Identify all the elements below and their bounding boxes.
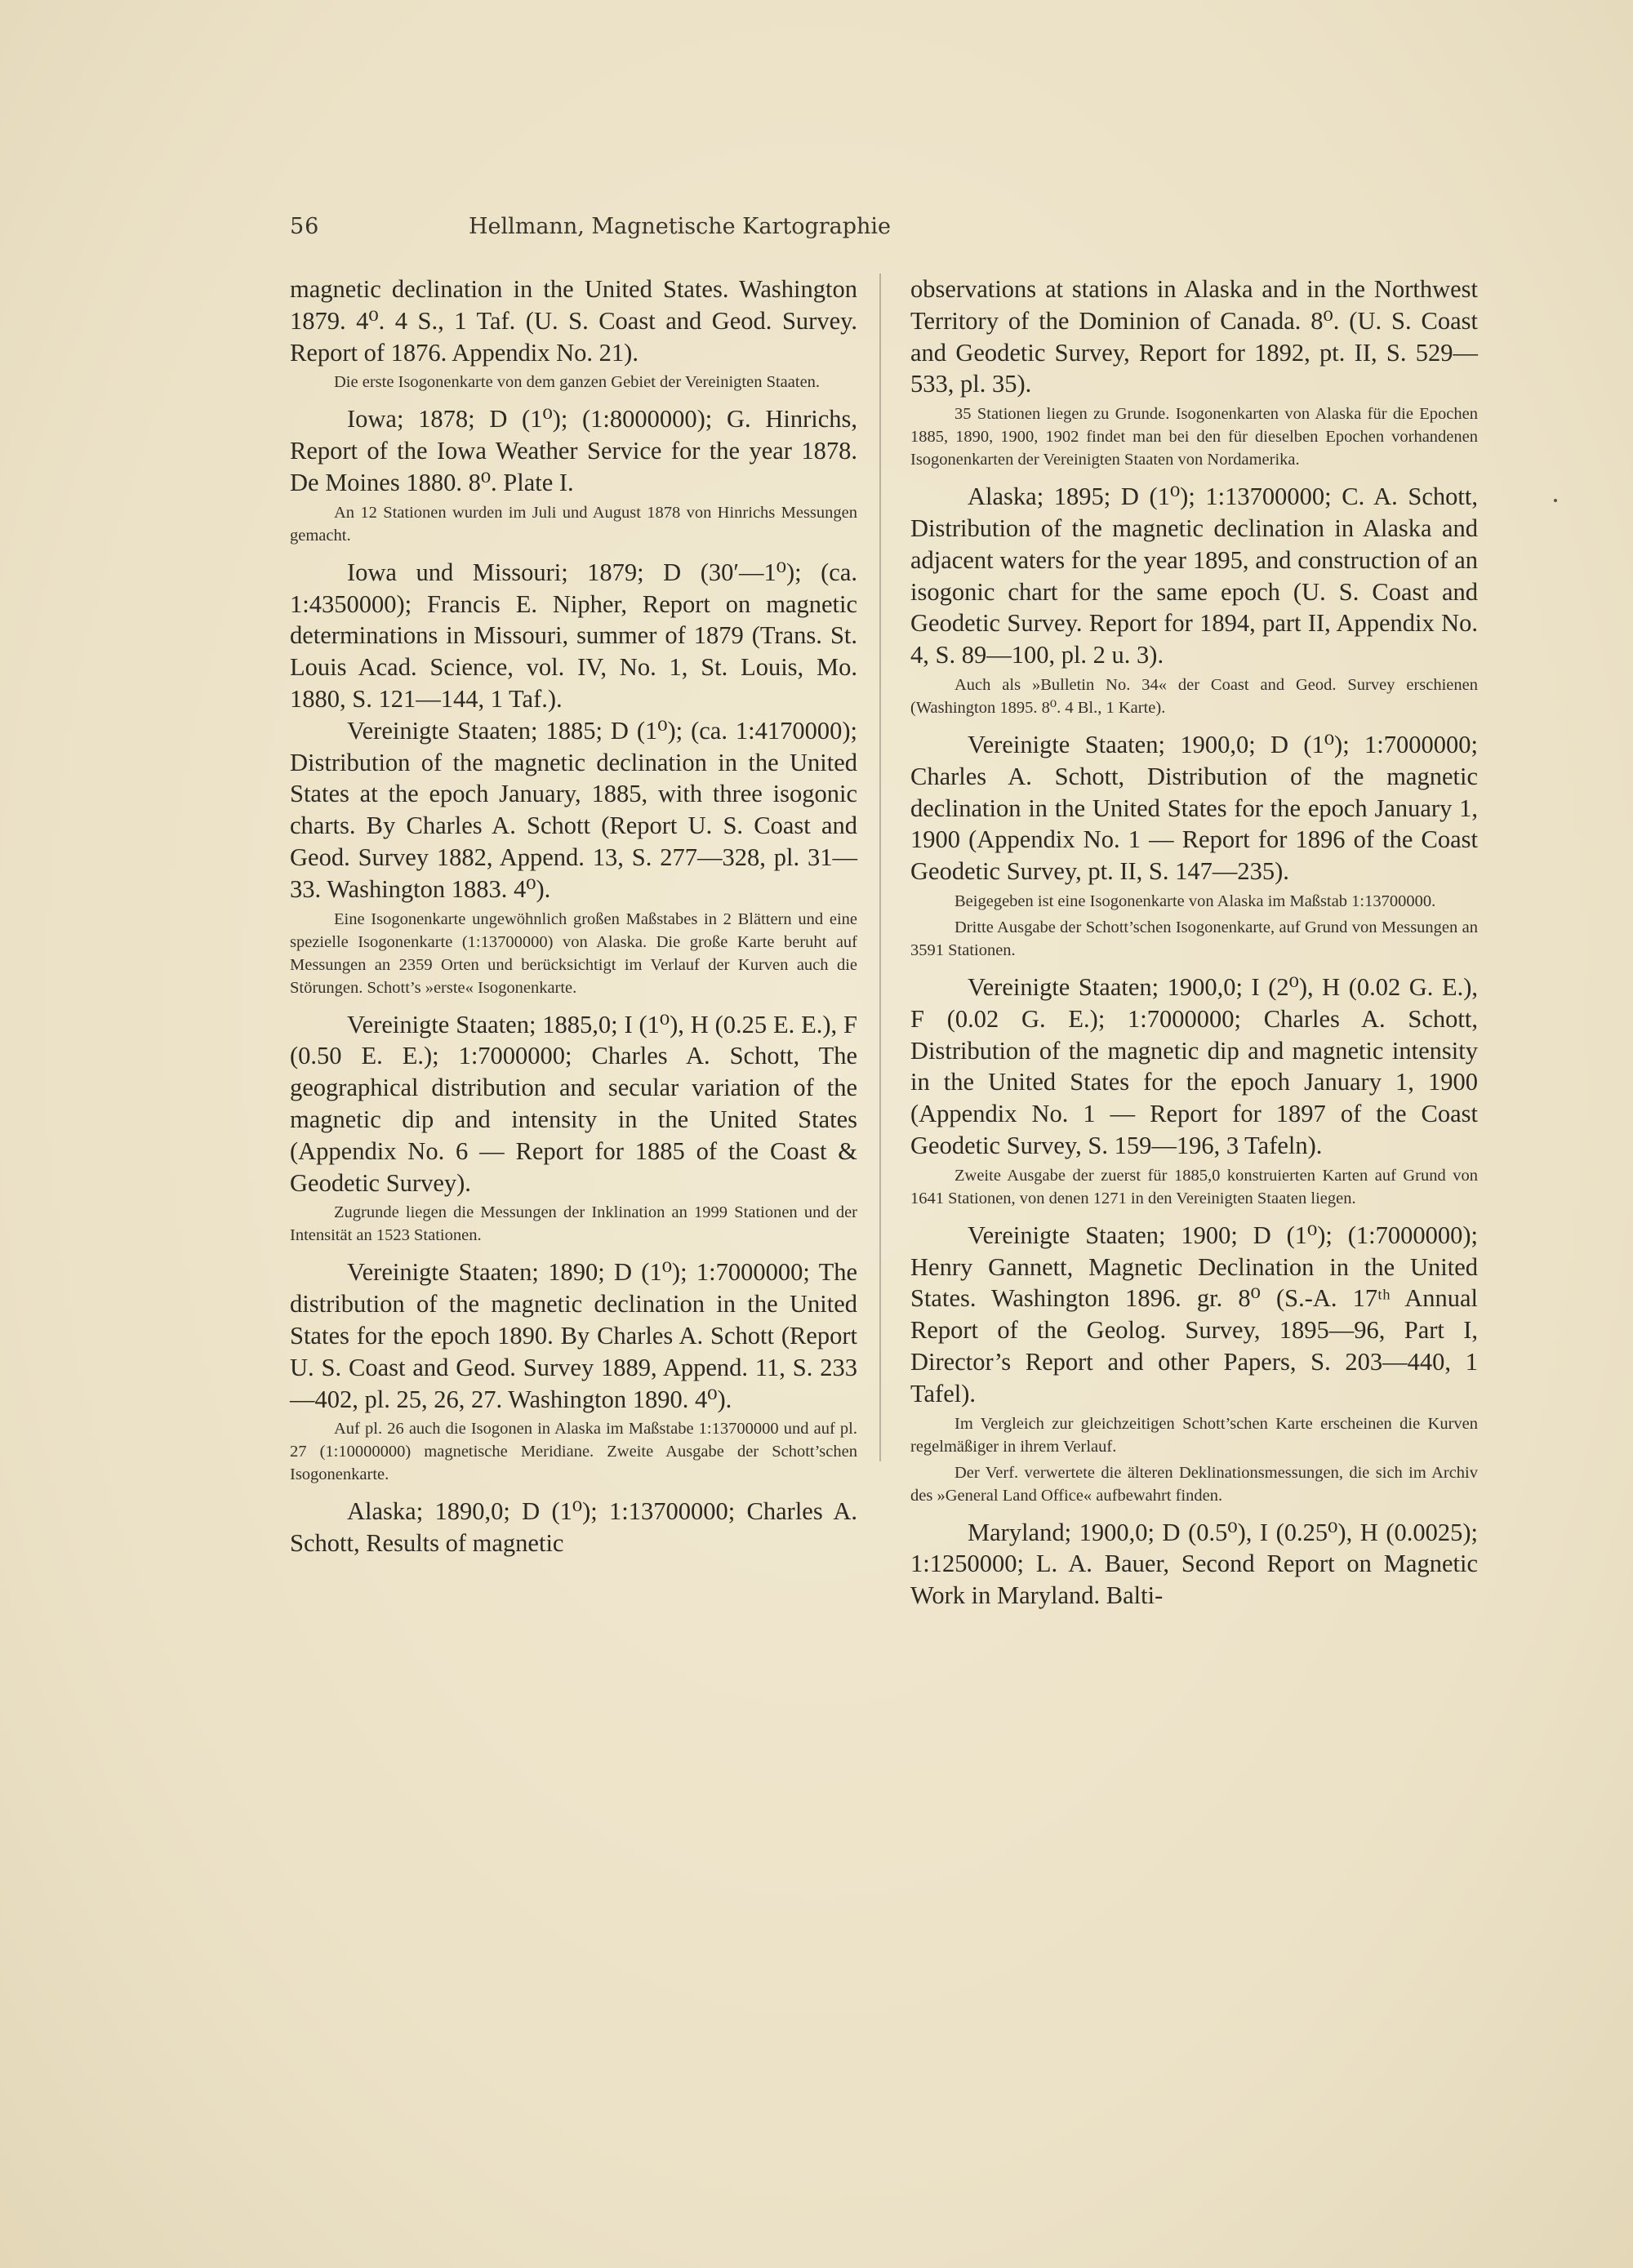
bibliography-note: Beigegeben ist eine Isogonenkarte von Alaska im Maßstab 1:13700000. [954,892,1436,910]
bibliography-note: An 12 Stationen wurden im Juli und August 1878 von Hinrichs Messungen gemacht. [290,503,857,545]
bibliography-entry-continued: magnetic declination in the United States. Washington 1879. 4⁰. 4 S., 1 Taf. (U. S. Coast and Geod. Survey. Report of 1876. Appendix No. 21). [290,275,857,367]
bibliography-entry: Vereinigte Staaten; 1900,0; D (1⁰); 1:7000000; Charles A. Schott, Distribution of the magnetic declination in the United States for the epoch January 1, 1900 (Appendix No. 1 — Report for 1896 of the Coast Geodetic Survey, pt. II, S. 147—235). [910,730,1478,886]
bibliography-note: Der Verf. verwertete die älteren Deklinationsmessungen, die sich im Archiv des »General Land Office« aufbewahrt finden. [910,1463,1478,1505]
bibliography-entry: Vereinigte Staaten; 1900,0; I (2⁰), H (0.02 G. E.), F (0.02 G. E.); 1:7000000; Charles A. Schott, Distribution of the magnetic dip and magnetic intensity in the United States for the epoch January 1, 1900 (Appendix No. 1 — Report for 1897 of the Coast Geodetic Survey, S. 159—196, 3 Tafeln). [910,972,1478,1159]
bibliography-entry: Iowa; 1878; D (1⁰); (1:8000000); G. Hinrichs, Report of the Iowa Weather Service for the year 1878. De Moines 1880. 8⁰. Plate I. [290,405,857,496]
bibliography-note: Die erste Isogonenkarte von dem ganzen Gebiet der Vereinigten Staaten. [334,373,821,392]
bibliography-note: Im Vergleich zur gleichzeitigen Schott’schen Karte erscheinen die Kurven regelmäßiger in ihrem Verlauf. [910,1414,1478,1456]
bibliography-entry-continued: observations at stations in Alaska and in the Northwest Territory of the Dominion of Canada. 8⁰. (U. S. Coast and Geodetic Survey, Report for 1892, pt. II, S. 529—533, pl. 35). [910,275,1478,398]
bibliography-entry: Vereinigte Staaten; 1890; D (1⁰); 1:7000000; The distribution of the magnetic declination in the United States for the epoch 1890. By Charles A. Schott (Report U. S. Coast and Geod. Survey 1889, Append. 11, S. 233—402, pl. 25, 26, 27. Washington 1890. 4⁰). [290,1258,857,1413]
running-title: Hellmann, Magnetische Kartographie [468,214,892,239]
bibliography-entry: Vereinigte Staaten; 1900; D (1⁰); (1:7000000); Henry Gannett, Magnetic Declination in the United States. Washington 1896. gr. 8⁰ (S.-A. 17ᵗʰ Annual Report of the Geolog. Survey, 1895—96, Part I, Director’s Report and other Papers, S. 203—440, 1 Tafel). [910,1221,1478,1407]
bibliography-entry: Alaska; 1890,0; D (1⁰); 1:13700000; Charles A. Schott, Results of magnetic [290,1497,857,1558]
left-column [290,273,857,1559]
bibliography-note: Dritte Ausgabe der Schott’schen Isogonenkarte, auf Grund von Messungen an 3591 Stationen. [910,918,1478,959]
paper-speck [1554,499,1557,502]
bibliography-note: Auf pl. 26 auch die Isogonen in Alaska im Maßstabe 1:13700000 und auf pl. 27 (1:10000000) magnetische Meridiane. Zweite Ausgabe der Schott’schen Isogonenkarte. [290,1420,857,1484]
bibliography-note: Eine Isogonenkarte ungewöhnlich großen Maßstabes in 2 Blättern und eine spezielle Isogonenkarte (1:13700000) von Alaska. Die große Karte beruht auf Messungen an 2359 Orten und berücksichtigt im Verlauf der Kurven auch die Störungen. Schott’s »erste« Isogonenkarte. [290,909,857,997]
bibliography-entry: Vereinigte Staaten; 1885,0; I (1⁰), H (0.25 E. E.), F (0.50 E. E.); 1:7000000; Charles A. Schott, The geographical distribution and secular variation of the magnetic dip and intensity in the United States (Appendix No. 6 — Report for 1885 of the Coast & Geodetic Survey). [290,1010,857,1197]
bibliography-note: 35 Stationen liegen zu Grunde. Isogonenkarten von Alaska für die Epochen 1885, 1890, 1900, 1902 findet man bei den für dieselben Epochen vorhandenen Isogonenkarten der Vereinigten Staaten von Nordamerika. [910,405,1478,469]
bibliography-entry: Vereinigte Staaten; 1885; D (1⁰); (ca. 1:4170000); Distribution of the magnetic declination in the United States at the epoch January, 1885, with three isogonic charts. By Charles A. Schott (Report U. S. Coast and Geod. Survey 1882, Append. 13, S. 277—328, pl. 31—33. Washington 1883. 4⁰). [290,716,857,903]
bibliography-note: Zugrunde liegen die Messungen der Inklination an 1999 Stationen und der Intensität an 1523 Stationen. [290,1203,857,1245]
bibliography-note: Auch als »Bulletin No. 34« der Coast and Geod. Survey erschienen (Washington 1895. 8⁰. 4 Bl., 1 Karte). [910,675,1478,717]
bibliography-entry: Alaska; 1895; D (1⁰); 1:13700000; C. A. Schott, Distribution of the magnetic declination in Alaska and adjacent waters for the year 1895, and construction of an isogonic chart for the same epoch (U. S. Coast and Geodetic Survey. Report for 1894, part II, Appendix No. 4, S. 89—100, pl. 2 u. 3). [910,483,1478,669]
page-header [290,214,1070,247]
bibliography-entry: Maryland; 1900,0; D (0.5⁰), I (0.25⁰), H (0.0025); 1:1250000; L. A. Bauer, Second Report on Magnetic Work in Maryland. Balti- [910,1518,1478,1610]
bibliography-note: Zweite Ausgabe der zuerst für 1885,0 konstruierten Karten auf Grund von 1641 Stationen, von denen 1271 in den Vereinigten Staaten liegen. [910,1166,1478,1207]
bibliography-entry: Iowa und Missouri; 1879; D (30′—1⁰); (ca. 1:4350000); Francis E. Nipher, Report on magnetic determinations in Missouri, summer of 1879 (Trans. St. Louis Acad. Science, vol. IV, No. 1, St. Louis, Mo. 1880, S. 121—144, 1 Taf.). [290,558,857,713]
column-divider [879,273,881,1461]
page-number: 56 [290,214,320,239]
right-column [910,273,1478,1612]
